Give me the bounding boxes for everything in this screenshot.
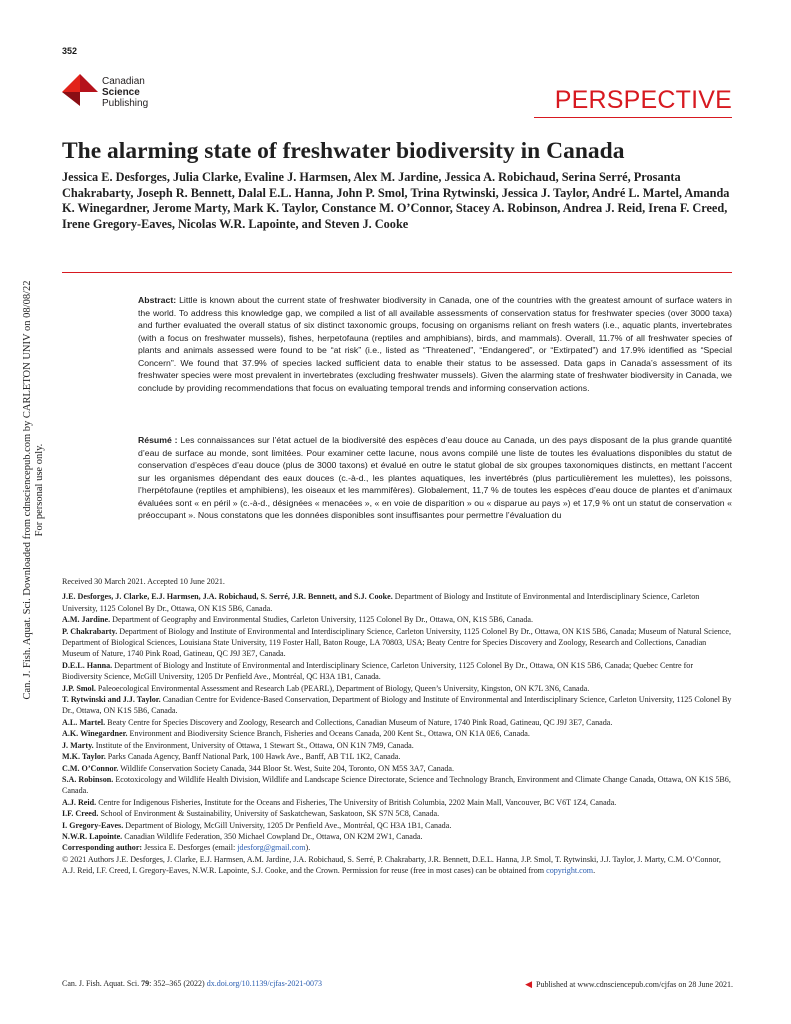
arrow-icon: ◀ [525, 979, 532, 989]
copyright-notice [62, 854, 734, 877]
affiliation-entry [62, 591, 734, 614]
affiliation-text: Paleoecological Environmental Assessment and Research Lab (PEARL), Department of Biology, Queen’s University, Kingston, ON K7L 3N6, Canada. [95, 683, 590, 693]
citation-footer [62, 979, 322, 988]
affiliation-entry [62, 683, 734, 694]
affiliation-text: Centre for Indigenous Fisheries, Institute for the Oceans and Fisheries, The University of British Columbia, 2202 Main Mall, Vancouver, BC V6T 1Z4, Canada. [96, 797, 617, 807]
affiliation-names: A.M. Jardine. [62, 615, 111, 625]
corresponding-email-link[interactable]: jdesforg@gmail.com [237, 843, 306, 853]
affiliation-entry [62, 717, 734, 728]
affiliation-names: S.A. Robinson. [62, 774, 114, 784]
affiliation-text: Ecotoxicology and Wildlife Health Division, Wildlife and Landscape Science Directorate, Science and Technology Branch, Environment and Climate Change Canada, Ottawa, ON K1S 5B6, Canada. [62, 774, 731, 796]
affiliation-entry [62, 774, 734, 797]
corresponding-label: Corresponding author: [62, 843, 143, 853]
abstract-label: Abstract: [138, 295, 177, 305]
affiliation-names: I.F. Creed. [62, 809, 99, 819]
published-notice [525, 979, 733, 990]
affiliation-names: I. Gregory-Eaves. [62, 820, 124, 830]
affiliation-names: A.L. Martel. [62, 717, 106, 727]
corresponding-close: ). [305, 843, 311, 853]
journal-name: Can. J. Fish. Aquat. Sci. [62, 979, 140, 988]
affiliation-entry [62, 740, 734, 751]
page-range: : 352–365 (2022) [149, 979, 205, 988]
affiliation-names: T. Rytwinski and J.J. Taylor. [62, 695, 161, 705]
affiliation-names: A.K. Winegardner. [62, 729, 128, 739]
copyright-end: . [593, 866, 596, 876]
download-notice-line1: Can. J. Fish. Aquat. Sci. Downloaded from cdnsciencepub.com by CARLETON UNIV on 08/08/22 [22, 280, 33, 700]
doi-link[interactable]: dx.doi.org/10.1139/cjfas-2021-0073 [206, 979, 323, 988]
published-text: Published at www.cdnsciencepub.com/cjfas on 28 June 2021. [536, 980, 733, 989]
header-divider [62, 272, 732, 273]
affiliation-names: N.W.R. Lapointe. [62, 831, 123, 841]
affiliation-text: School of Environment & Sustainability, University of Saskatchewan, Saskatoon, SK S7N 5C8, Canada. [98, 809, 440, 819]
received-dates: Received 30 March 2021. Accepted 10 June 2021. [62, 577, 225, 586]
copyright-link[interactable]: copyright.com [546, 866, 594, 876]
abstract [138, 294, 732, 394]
publisher-logo-mark [62, 70, 98, 106]
affiliation-text: Beaty Centre for Species Discovery and Zoology, Research and Collections, Canadian Museum of Nature, 1740 Pink Road, Gatineau, QC J9J 3E7, Canada. [105, 717, 613, 727]
corresponding-author [62, 842, 734, 853]
affiliation-names: A.J. Reid. [62, 797, 97, 807]
affiliation-text: Department of Biology, McGill University, 1205 Dr Penfield Ave., Montréal, QC H3A 1B1, Canada. [123, 820, 452, 830]
article-title: The alarming state of freshwater biodiversity in Canada [62, 138, 625, 164]
download-notice-line2: For personal use only. [34, 443, 45, 537]
resume [138, 434, 732, 554]
page-number: 352 [62, 46, 78, 56]
affiliation-names: J.P. Smol. [62, 683, 96, 693]
abstract-text: Little is known about the current state of freshwater biodiversity in Canada, one of the countries with the greatest amount of surface waters in the world. To address this knowledge gap, we compiled a list of all available assessments of conservation status for freshwater species (over 3000 taxa) and further evaluated the overall status of six distinct taxonomic groups, focusing on organisms reliant on fresh waters (i.e., aquatic plants, invertebrates (with a focus on freshwater mussels), fishes, herpetofauna (reptiles and amphibians), birds, and mammals). Overall, 11.7% of all freshwater species of plants and animals assessed were found to be “at risk” (i.e., listed as “Threatened”, “Endangered”, or “Extirpated”) and 17.9% identified as “Special Concern”. We found that 37.9% of species lacked sufficient data to enable their status to be assessed. Data gaps in Canada’s assessment of its freshwater species were most prevalent in invertebrates (excluding freshwater mussels). Given the alarming state of freshwater biodiversity in Canada, we conclude by providing recommendations that focus on evaluating temporal trends and informing conservation actions. [138, 295, 732, 393]
affiliation-text: Department of Geography and Environmental Studies, Carleton University, 1125 Colonel By Dr., Ottawa, ON, K1S 5B6, Canada. [110, 615, 534, 625]
section-banner [534, 86, 732, 118]
affiliation-entry [62, 751, 734, 762]
affiliation-text: Canadian Wildlife Federation, 350 Michael Cowpland Dr., Ottawa, ON K2M 2W1, Canada. [122, 831, 423, 841]
affiliation-text: Environment and Biodiversity Science Branch, Fisheries and Oceans Canada, 200 Kent St., Ottawa, ON K1A 0E6, Canada. [127, 729, 530, 739]
publisher-name: Canadian Science Publishing [102, 76, 149, 109]
footnotes [62, 576, 734, 877]
affiliation-text: Institute of the Environment, University of Ottawa, 1 Stewart St., Ottawa, ON K1N 7M9, Canada. [93, 740, 414, 750]
affiliation-entry [62, 808, 734, 819]
affiliation-text: Department of Biology and Institute of Environmental and Interdisciplinary Science, Carleton University, 1125 Colonel By Dr., Ottawa, ON K1S 5B6, Canada; Museum of Natural Science, Department of Biological Sciences, Louisiana State University, 119 Foster Hall, Baton Rouge, LA 70803, USA; Beaty Centre for Species Discovery and Zoology, Research and Collections, Canadian Museum of Nature, 1740 Pink Road, Gatineau, QC J9J 3E7, Canada. [62, 626, 731, 659]
affiliation-names: J. Marty. [62, 740, 94, 750]
affiliation-entry [62, 660, 734, 683]
affiliation-entry [62, 797, 734, 808]
affiliation-entry [62, 820, 734, 831]
affiliation-names: M.K. Taylor. [62, 752, 106, 762]
publisher-logo[interactable] [62, 64, 182, 114]
volume-number: 79 [141, 979, 150, 988]
copyright-text: © 2021 Authors J.E. Desforges, J. Clarke, E.J. Harmsen, A.M. Jardine, J.A. Robichaud, S. Serré, P. Chakrabarty, J.R. Bennett, D.E.L. Hanna, J.P. Smol, T. Rytwinski, J.J. Taylor, J. Marty, C.M. O’Connor, A.J. Reid, I.F. Creed, I. Gregory-Eaves, N.W.R. Lapointe, S.J. Cooke, and the Crown. Permission for reuse (free in most cases) can be obtained from [62, 854, 721, 876]
affiliation-text: Canadian Centre for Evidence-Based Conservation, Department of Biology and Institute of Environmental and Interdisciplinary Science, Carleton University, 1125 Colonel By Dr., Ottawa, ON K1S 5B6, Canada. [62, 695, 732, 716]
affiliation-entry [62, 694, 734, 717]
affiliation-text: Department of Biology and Institute of Environmental and Interdisciplinary Science, Carleton University, 1125 Colonel By Dr., Ottawa, ON K1S 5B6, Canada; Quebec Centre for Biodiversity Science, McGill University, 1205 Dr Penfield Ave., Montréal, QC H3A 1B1, Canada. [62, 660, 694, 682]
affiliation-entry [62, 831, 734, 842]
section-label: PERSPECTIVE [554, 86, 732, 114]
affiliation-entry [62, 763, 734, 774]
affiliation-names: D.E.L. Hanna. [62, 660, 113, 670]
author-list: Jessica E. Desforges, Julia Clarke, Evaline J. Harmsen, Alex M. Jardine, Jessica A. Robichaud, Serina Serré, Prosanta Chakrabarty, Joseph R. Bennett, Dalal E.L. Hanna, John P. Smol, Trina Rytwinski, Jessica J. Taylor, André L. Martel, Amanda K. Winegardner, Jerome Marty, Mark K. Taylor, Constance M. O’Connor, Stacey A. Robinson, Andrea J. Reid, Irena F. Creed, Irene Gregory-Eaves, Nicolas W.R. Lapointe, and Steven J. Cooke [62, 170, 730, 231]
affiliation-entry [62, 626, 734, 660]
affiliation-names: P. Chakrabarty. [62, 626, 118, 636]
affiliation-names: J.E. Desforges, J. Clarke, E.J. Harmsen, J.A. Robichaud, S. Serré, J.R. Bennett, and S.J. Cooke. [62, 592, 393, 602]
affiliation-list [62, 591, 734, 842]
affiliation-entry [62, 614, 734, 625]
affiliation-text: Department of Biology and Institute of Environmental and Interdisciplinary Science, Carleton University, 1125 Colonel By Dr., Ottawa, ON K1S 5B6, Canada. [62, 592, 700, 613]
affiliation-text: Wildlife Conservation Society Canada, 344 Bloor St. West, Suite 204, Toronto, ON M5S 3A7, Canada. [118, 763, 455, 773]
affiliation-entry [62, 728, 734, 739]
resume-text: Les connaissances sur l’état actuel de la biodiversité des espèces d’eau douce au Canada, un des pays disposant de la plus grande quantité d’eau de surface au monde, sont limitées. Pour examiner cette lacune, nous avons compilé une liste de toutes les évaluations disponibles du statut de conservation d’espèces d’eau douce (plus de 3000 taxons) et évalué en outre le statut global de six groupes taxonomiques distincts, en mettant l’accent sur les organismes dépendant des eaux douces (c.-à-d., les plantes aquatiques, les invertébrés (plus particulièrement les mulettes), les poissons, l’herpétofaune (reptiles et amphibiens), les oiseaux et les mammifères). Globalement, 11,7 % de toutes les espèces d’eau douce de plantes et d’animaux évaluées sont « en péril » (c.-à-d., désignées « menacées », « en voie de disparition » ou « disparue au pays ») et 17,9 % ont un statut de conservation « préoccupant ». Nous constatons que les données disponibles sont insuffisantes pour permettre l’évaluation du [138, 435, 732, 520]
download-notice [4, 255, 44, 725]
resume-label: Résumé : [138, 435, 178, 445]
affiliation-names: C.M. O’Connor. [62, 763, 119, 773]
corresponding-name: Jessica E. Desforges (email: [142, 843, 238, 853]
affiliation-text: Parks Canada Agency, Banff National Park, 100 Hawk Ave., Banff, AB T1L 1K2, Canada. [105, 752, 401, 762]
